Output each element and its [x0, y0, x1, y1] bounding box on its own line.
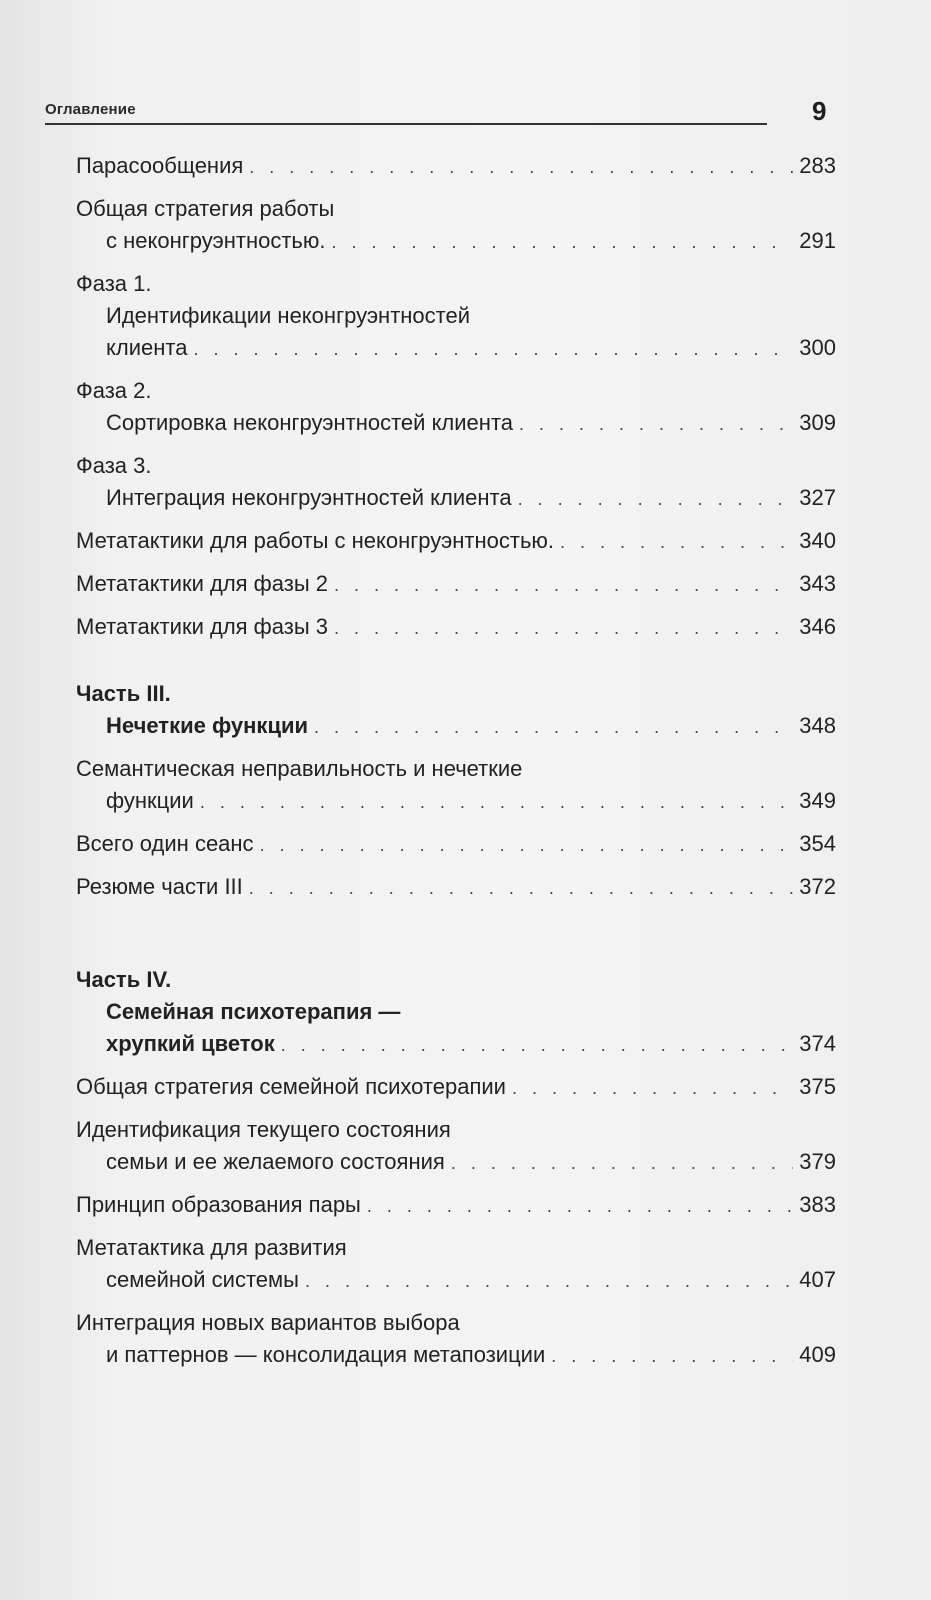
leader-dots — [519, 408, 793, 440]
toc-part-title: Нечеткие функции — [106, 713, 309, 738]
toc-page-number: 407 — [799, 1267, 836, 1292]
toc-entry — [76, 753, 836, 818]
toc-page-number: 372 — [799, 874, 836, 899]
toc-entry-title: Метатактики для фазы 3 — [76, 614, 329, 639]
toc-entry-title: Принцип образования пары — [76, 1192, 361, 1217]
toc-page-number: 379 — [799, 1149, 836, 1174]
toc-entry — [76, 150, 836, 183]
leader-dots — [512, 1072, 793, 1104]
leader-dots — [260, 829, 794, 861]
toc-page-number: 343 — [799, 571, 836, 596]
toc-entry — [76, 450, 836, 515]
toc-entry — [76, 611, 836, 644]
toc-entry-title-line: Идентификация текущего состояния — [76, 1117, 451, 1142]
toc-entry-title: Интеграция неконгруэнтностей клиента — [106, 485, 512, 510]
toc-part-entry — [76, 964, 836, 1061]
table-of-contents — [76, 150, 836, 1382]
toc-entry-title: Метатактики для фазы 2 — [76, 571, 329, 596]
toc-entry-title: функции — [106, 788, 194, 813]
toc-page-number: 346 — [799, 614, 836, 639]
toc-entry-title: Резюме части III — [76, 874, 243, 899]
leader-dots — [451, 1147, 793, 1179]
toc-entry-title: Всего один сеанс — [76, 831, 254, 856]
leader-dots — [334, 569, 793, 601]
toc-part-label: Часть III. — [76, 681, 171, 706]
toc-part-title: хрупкий цветок — [106, 1031, 275, 1056]
toc-entry — [76, 1071, 836, 1104]
toc-entry — [76, 568, 836, 601]
toc-page-number: 383 — [799, 1192, 836, 1217]
leader-dots — [193, 333, 793, 365]
toc-entry-title: семейной системы — [106, 1267, 299, 1292]
toc-page-number: 354 — [799, 831, 836, 856]
leader-dots — [560, 526, 793, 558]
toc-part-entry — [76, 678, 836, 743]
toc-entry-title-line: Идентификации неконгруэнтностей — [106, 303, 471, 328]
toc-phase-label: Фаза 2. — [76, 378, 152, 403]
leader-dots — [249, 151, 793, 183]
toc-entry-title: и паттернов — консолидация метапозиции — [106, 1342, 546, 1367]
toc-entry — [76, 525, 836, 558]
leader-dots — [281, 1029, 794, 1061]
toc-page-number: 309 — [799, 410, 836, 435]
toc-page-number: 327 — [799, 485, 836, 510]
toc-part-label: Часть IV. — [76, 967, 172, 992]
toc-page-number: 300 — [799, 335, 836, 360]
toc-entry — [76, 1232, 836, 1297]
leader-dots — [367, 1190, 793, 1222]
toc-entry-title: семьи и ее желаемого состояния — [106, 1149, 445, 1174]
toc-page-number: 348 — [799, 713, 836, 738]
leader-dots — [200, 786, 793, 818]
toc-page-number: 409 — [799, 1342, 836, 1367]
toc-phase-label: Фаза 3. — [76, 453, 152, 478]
toc-entry — [76, 828, 836, 861]
toc-entry-title: Метатактики для работы с неконгруэнтностью. — [76, 528, 555, 553]
toc-entry-title: Общая стратегия семейной психотерапии — [76, 1074, 506, 1099]
toc-entry-title: клиента — [106, 335, 188, 360]
toc-entry-title-line: Интеграция новых вариантов выбора — [76, 1310, 460, 1335]
toc-entry-title: Сортировка неконгруэнтностей клиента — [106, 410, 514, 435]
toc-entry-title-line: Семантическая неправильность и нечеткие — [76, 756, 523, 781]
toc-page-number: 283 — [799, 153, 836, 178]
toc-entry — [76, 1189, 836, 1222]
toc-entry — [76, 1114, 836, 1179]
running-header-title: Оглавление — [45, 101, 136, 118]
toc-entry-title-line: Метатактика для развития — [76, 1235, 347, 1260]
toc-entry-title-line: Общая стратегия работы — [76, 196, 335, 221]
header-rule — [45, 123, 767, 125]
leader-dots — [305, 1265, 793, 1297]
leader-dots — [334, 612, 793, 644]
toc-page-number: 374 — [799, 1031, 836, 1056]
toc-entry-title: с неконгруэнтностью. — [106, 228, 326, 253]
toc-part-title-line: Семейная психотерапия — — [106, 999, 401, 1024]
toc-entry — [76, 871, 836, 904]
leader-dots — [518, 483, 794, 515]
toc-page-number: 349 — [799, 788, 836, 813]
leader-dots — [332, 226, 794, 258]
page-number: 9 — [812, 96, 827, 126]
toc-entry — [76, 193, 836, 258]
toc-page-number: 375 — [799, 1074, 836, 1099]
toc-entry — [76, 1307, 836, 1372]
leader-dots — [314, 711, 793, 743]
toc-entry-title: Парасообщения — [76, 153, 244, 178]
toc-phase-label: Фаза 1. — [76, 271, 152, 296]
toc-entry — [76, 268, 836, 365]
toc-entry — [76, 375, 836, 440]
toc-page-number: 340 — [799, 528, 836, 553]
toc-page-number: 291 — [799, 228, 836, 253]
leader-dots — [551, 1340, 793, 1372]
leader-dots — [249, 872, 793, 904]
